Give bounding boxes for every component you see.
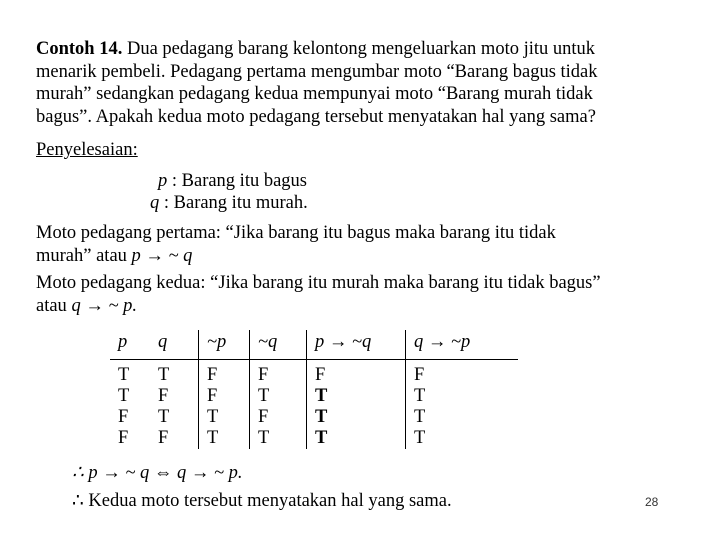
table-cell: F <box>158 385 169 406</box>
header-p-implies-not-q: p → ~q <box>307 330 406 360</box>
definition-p-var: p <box>158 171 168 191</box>
table-cell: T <box>406 428 519 449</box>
table-cell: F <box>118 406 129 427</box>
table-cell: F <box>199 360 250 386</box>
table-cell: F <box>118 427 129 448</box>
conclusion-line-1: ∴ p → ~ q ⇔ q → ~ p. <box>72 463 243 483</box>
table-cell: F <box>250 360 307 386</box>
motto-1-formula: p → ~ q <box>131 245 193 266</box>
motto-2-prefix: atau <box>36 295 67 316</box>
table-cell: F <box>406 360 519 386</box>
table-cell: T <box>307 428 406 449</box>
table-cell: F <box>158 427 169 448</box>
table-cell: T <box>250 386 307 407</box>
motto-2 <box>36 272 678 317</box>
table-cell: T <box>406 386 519 407</box>
example-line-1-text: Dua pedagang barang kelontong mengeluarkan moto jitu untuk <box>126 39 596 59</box>
table-cell: T <box>307 407 406 428</box>
table-cell: T <box>118 364 130 385</box>
definition-q-var: q <box>150 193 160 213</box>
motto-1-prefix: murah” atau <box>36 245 127 266</box>
table-row <box>110 386 518 407</box>
example-line-3: murah” sedangkan pedagang kedua mempunyai moto “Barang murah tidak <box>36 84 593 104</box>
header-not-p: ~p <box>199 330 250 360</box>
table-cell: T <box>199 407 250 428</box>
header-q: q <box>158 330 199 360</box>
motto-1-line-2 <box>36 245 678 268</box>
definition-p <box>158 170 307 192</box>
conclusion-equivalence <box>72 462 243 484</box>
example-label: Contoh 14. <box>36 39 123 59</box>
solution-heading: Penyelesaian: <box>36 140 138 160</box>
table-cell: F <box>307 360 406 386</box>
table-cell: T <box>199 428 250 449</box>
motto-1 <box>36 222 678 267</box>
table-row <box>110 360 518 386</box>
header-p: p <box>110 330 158 360</box>
truth-table <box>110 330 518 449</box>
example-paragraph <box>36 38 678 128</box>
conclusion-statement: ∴ Kedua moto tersebut menyatakan hal yang sama. <box>72 491 452 511</box>
motto-1-line-1: Moto pedagang pertama: “Jika barang itu bagus maka barang itu tidak <box>36 223 556 243</box>
table-cell: F <box>250 407 307 428</box>
motto-2-line-2 <box>36 295 678 318</box>
definition-q-text: : Barang itu murah. <box>163 193 308 213</box>
definition-p-text: : Barang itu bagus <box>171 171 308 191</box>
table-row <box>110 428 518 449</box>
header-q-implies-not-p: q → ~p <box>406 330 519 360</box>
truth-table-header <box>110 330 518 360</box>
table-cell: F <box>199 386 250 407</box>
example-line-4: bagus”. Apakah kedua moto pedagang tersebut menyatakan hal yang sama? <box>36 106 596 127</box>
table-cell: T <box>307 386 406 407</box>
example-line-1 <box>36 38 678 61</box>
table-cell: T <box>250 428 307 449</box>
table-row <box>110 407 518 428</box>
motto-2-formula: q → ~ p. <box>71 295 137 316</box>
page-number: 28 <box>645 495 659 509</box>
example-line-2: menarik pembeli. Pedagang pertama mengumbar moto “Barang bagus tidak <box>36 61 598 82</box>
table-cell: T <box>158 364 170 385</box>
table-cell: T <box>406 407 519 428</box>
table-cell: T <box>118 385 130 406</box>
header-not-q: ~q <box>250 330 307 360</box>
motto-2-line-1: Moto pedagang kedua: “Jika barang itu murah maka barang itu tidak bagus” <box>36 273 601 293</box>
table-cell: T <box>158 406 170 427</box>
definition-q <box>150 192 308 214</box>
